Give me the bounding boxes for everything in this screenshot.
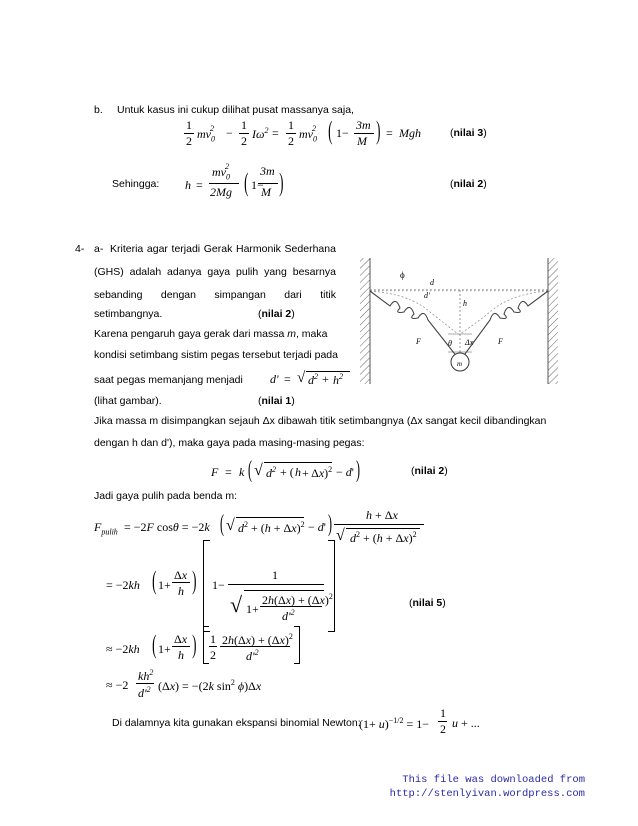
word: dengan <box>160 289 196 301</box>
binomial-text: Di dalamnya kita gunakan ekspansi binomial Newton: <box>112 717 361 729</box>
footer-link[interactable]: http://stenlyivan.wordpress.com <box>389 788 585 800</box>
word: terjadi <box>171 243 201 255</box>
q4-line2 <box>94 266 336 278</box>
q4-line5: Karena pengaruh gaya gerak dari massa m, maka <box>94 328 328 340</box>
word: Kriteria <box>110 243 144 255</box>
left-wall <box>360 258 370 384</box>
dx-label: Δx <box>465 338 474 347</box>
nilai-5-label: (nilai 5) <box>409 597 446 609</box>
spring-mass-figure <box>360 254 560 386</box>
part-b-intro: Untuk kasus ini cukup dilihat pusat massanya saja, <box>117 104 354 116</box>
right-wall <box>548 258 558 384</box>
mass-label: m <box>457 360 463 368</box>
word: pulih <box>236 266 259 278</box>
part-b-marker: b. <box>94 104 103 116</box>
word: titik <box>320 289 336 301</box>
word: Gerak <box>203 243 233 255</box>
q4-number: 4- <box>75 243 85 255</box>
dprime-label: d' <box>424 291 430 300</box>
q4-line4: setimbangnya. <box>94 308 163 320</box>
sehingga-label: Sehingga: <box>112 178 160 190</box>
word: (GHS) <box>94 266 124 278</box>
f-right-label: F <box>498 337 503 346</box>
theta-label: θ <box>448 339 452 348</box>
q4-nilai-line4: (nilai 2) <box>258 308 295 320</box>
footer-line1: This file was downloaded from <box>402 774 585 786</box>
d-label: d <box>430 278 434 287</box>
q4-line8: (lihat gambar). <box>94 395 162 407</box>
h-label: h <box>463 299 467 308</box>
word: agar <box>146 243 168 255</box>
word: besarnya <box>292 266 336 278</box>
word: dari <box>284 289 302 301</box>
nilai-f-label: (nilai 2) <box>411 465 448 477</box>
word: adanya <box>167 266 202 278</box>
q4-line1 <box>110 243 336 255</box>
q4-line10: dengan h dan d'), maka gaya pada masing-masing pegas: <box>94 437 365 449</box>
word: Sederhana <box>284 243 336 255</box>
phi-label: ϕ <box>400 270 405 280</box>
nilai-3-label: (nilai 3) <box>450 127 487 139</box>
word: gaya <box>207 266 231 278</box>
q4-line3 <box>94 289 336 301</box>
q4-line7: saat pegas memanjang menjadi <box>94 374 243 386</box>
q4-line11: Jadi gaya pulih pada benda m: <box>94 490 238 502</box>
q4-line6: kondisi setimbang sistim pegas tersebut terjadi pada <box>94 349 338 361</box>
left-spring <box>370 291 458 358</box>
nilai-2-label: (nilai 2) <box>450 178 487 190</box>
word: adalah <box>129 266 162 278</box>
q4-line9: Jika massa m disimpangkan sejauh Δx dibawah titik setimbangnya (Δx sangat kecil dibandingkan <box>94 415 547 427</box>
q4-a-marker: a- <box>94 243 104 255</box>
download-footer <box>390 773 585 801</box>
f-left-label: F <box>416 337 421 346</box>
q4-nilai-line8: (nilai 1) <box>258 395 295 407</box>
word: yang <box>264 266 287 278</box>
right-spring <box>462 291 548 358</box>
word: simpangan <box>214 289 266 301</box>
word: sebanding <box>94 289 143 301</box>
word: Harmonik <box>235 243 281 255</box>
